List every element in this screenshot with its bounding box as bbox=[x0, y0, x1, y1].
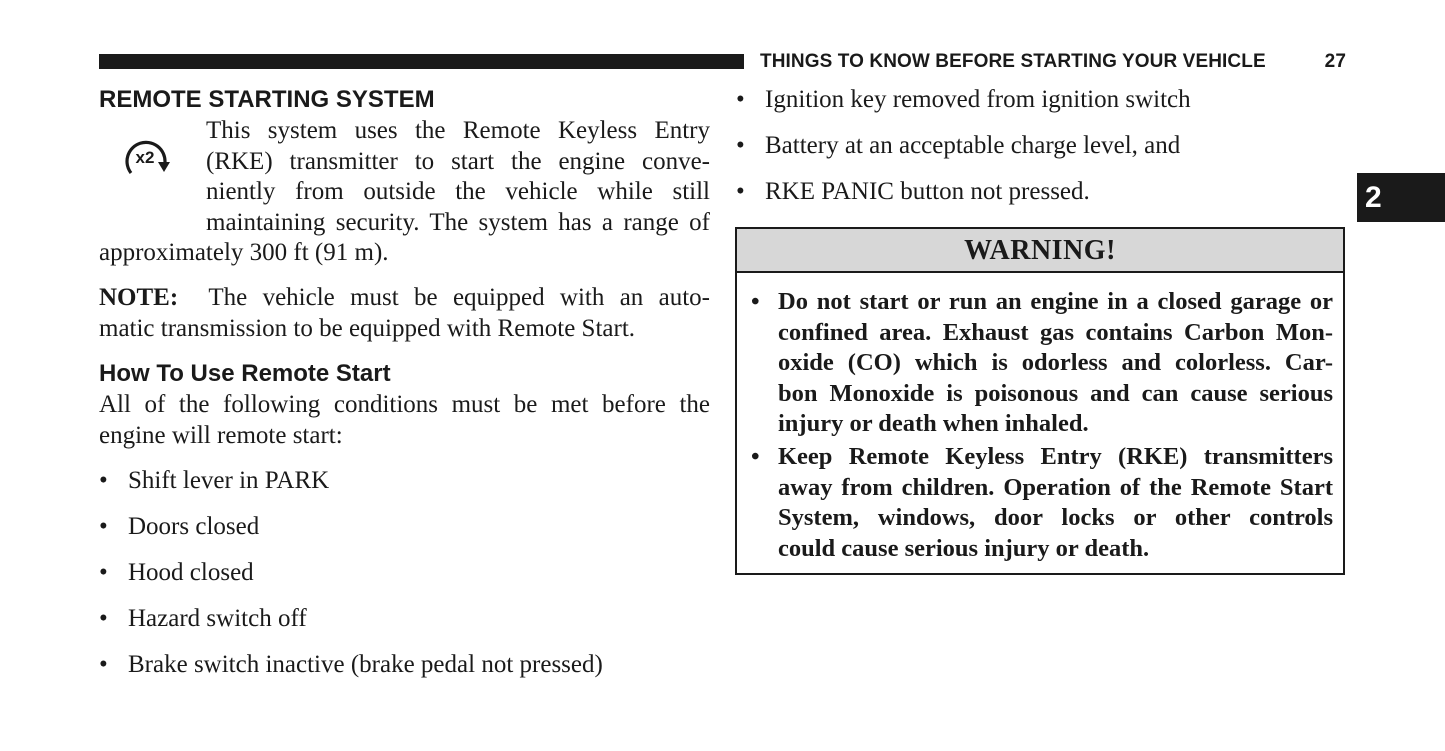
conditions-intro-line: engine will remote start: bbox=[99, 421, 343, 449]
conditions-list-left bbox=[99, 466, 710, 695]
intro-line: niently from outside the vehicle while still bbox=[206, 178, 710, 206]
note-line: NOTE: The vehicle must be equipped with an auto- bbox=[99, 283, 710, 311]
page-number: 27 bbox=[1324, 51, 1346, 72]
conditions-intro-line: All of the following conditions must be met before the bbox=[99, 391, 710, 419]
section-heading: REMOTE STARTING SYSTEM bbox=[99, 86, 435, 113]
condition-item: • Doors closed bbox=[99, 512, 710, 558]
warning-list bbox=[737, 273, 1343, 564]
svg-text:x2: x2 bbox=[135, 148, 155, 167]
note-line: matic transmission to be equipped with Remote Start. bbox=[99, 314, 636, 342]
condition-item: • Hood closed bbox=[99, 558, 710, 604]
condition-item: • RKE PANIC button not pressed. bbox=[736, 177, 1346, 223]
condition-item: • Hazard switch off bbox=[99, 604, 710, 650]
conditions-intro bbox=[99, 390, 710, 451]
warning-title: WARNING! bbox=[737, 229, 1343, 273]
chapter-tab[interactable]: 2 bbox=[1357, 173, 1445, 222]
note-label: NOTE: bbox=[99, 283, 179, 311]
condition-item: • Shift lever in PARK bbox=[99, 466, 710, 512]
intro-line: (RKE) transmitter to start the engine conve- bbox=[206, 147, 710, 175]
condition-item: • Brake switch inactive (brake pedal not pressed) bbox=[99, 650, 710, 696]
note-paragraph bbox=[99, 283, 710, 344]
subsection-heading: How To Use Remote Start bbox=[99, 360, 391, 388]
running-title: THINGS TO KNOW BEFORE STARTING YOUR VEHICLE bbox=[760, 51, 1266, 72]
header-rule bbox=[99, 54, 744, 69]
condition-item: • Ignition key removed from ignition switch bbox=[736, 85, 1346, 131]
running-header bbox=[760, 50, 1346, 74]
intro-line: maintaining security. The system has a range of bbox=[206, 208, 710, 236]
warning-item: • Keep Remote Keyless Entry (RKE) transmitters away from children. Operation of the Remote Start System, windows, door locks or other controls could cause serious injury or death. bbox=[751, 442, 1333, 564]
intro-paragraph bbox=[99, 116, 710, 269]
left-column bbox=[99, 84, 710, 695]
remote-start-x2-icon bbox=[99, 116, 206, 238]
intro-line: This system uses the Remote Keyless Entry bbox=[206, 117, 710, 144]
conditions-list-right bbox=[736, 85, 1346, 222]
warning-box bbox=[735, 227, 1345, 575]
condition-item: • Battery at an acceptable charge level, and bbox=[736, 131, 1346, 177]
intro-line: approximately 300 ft (91 m). bbox=[99, 239, 389, 267]
warning-item: • Do not start or run an engine in a closed garage or confined area. Exhaust gas contains Carbon Mon- oxide (CO) which is odorless and colorless. Car- bon Monoxide is poisonous and can cause serious injury or death when inhaled. bbox=[751, 287, 1333, 440]
